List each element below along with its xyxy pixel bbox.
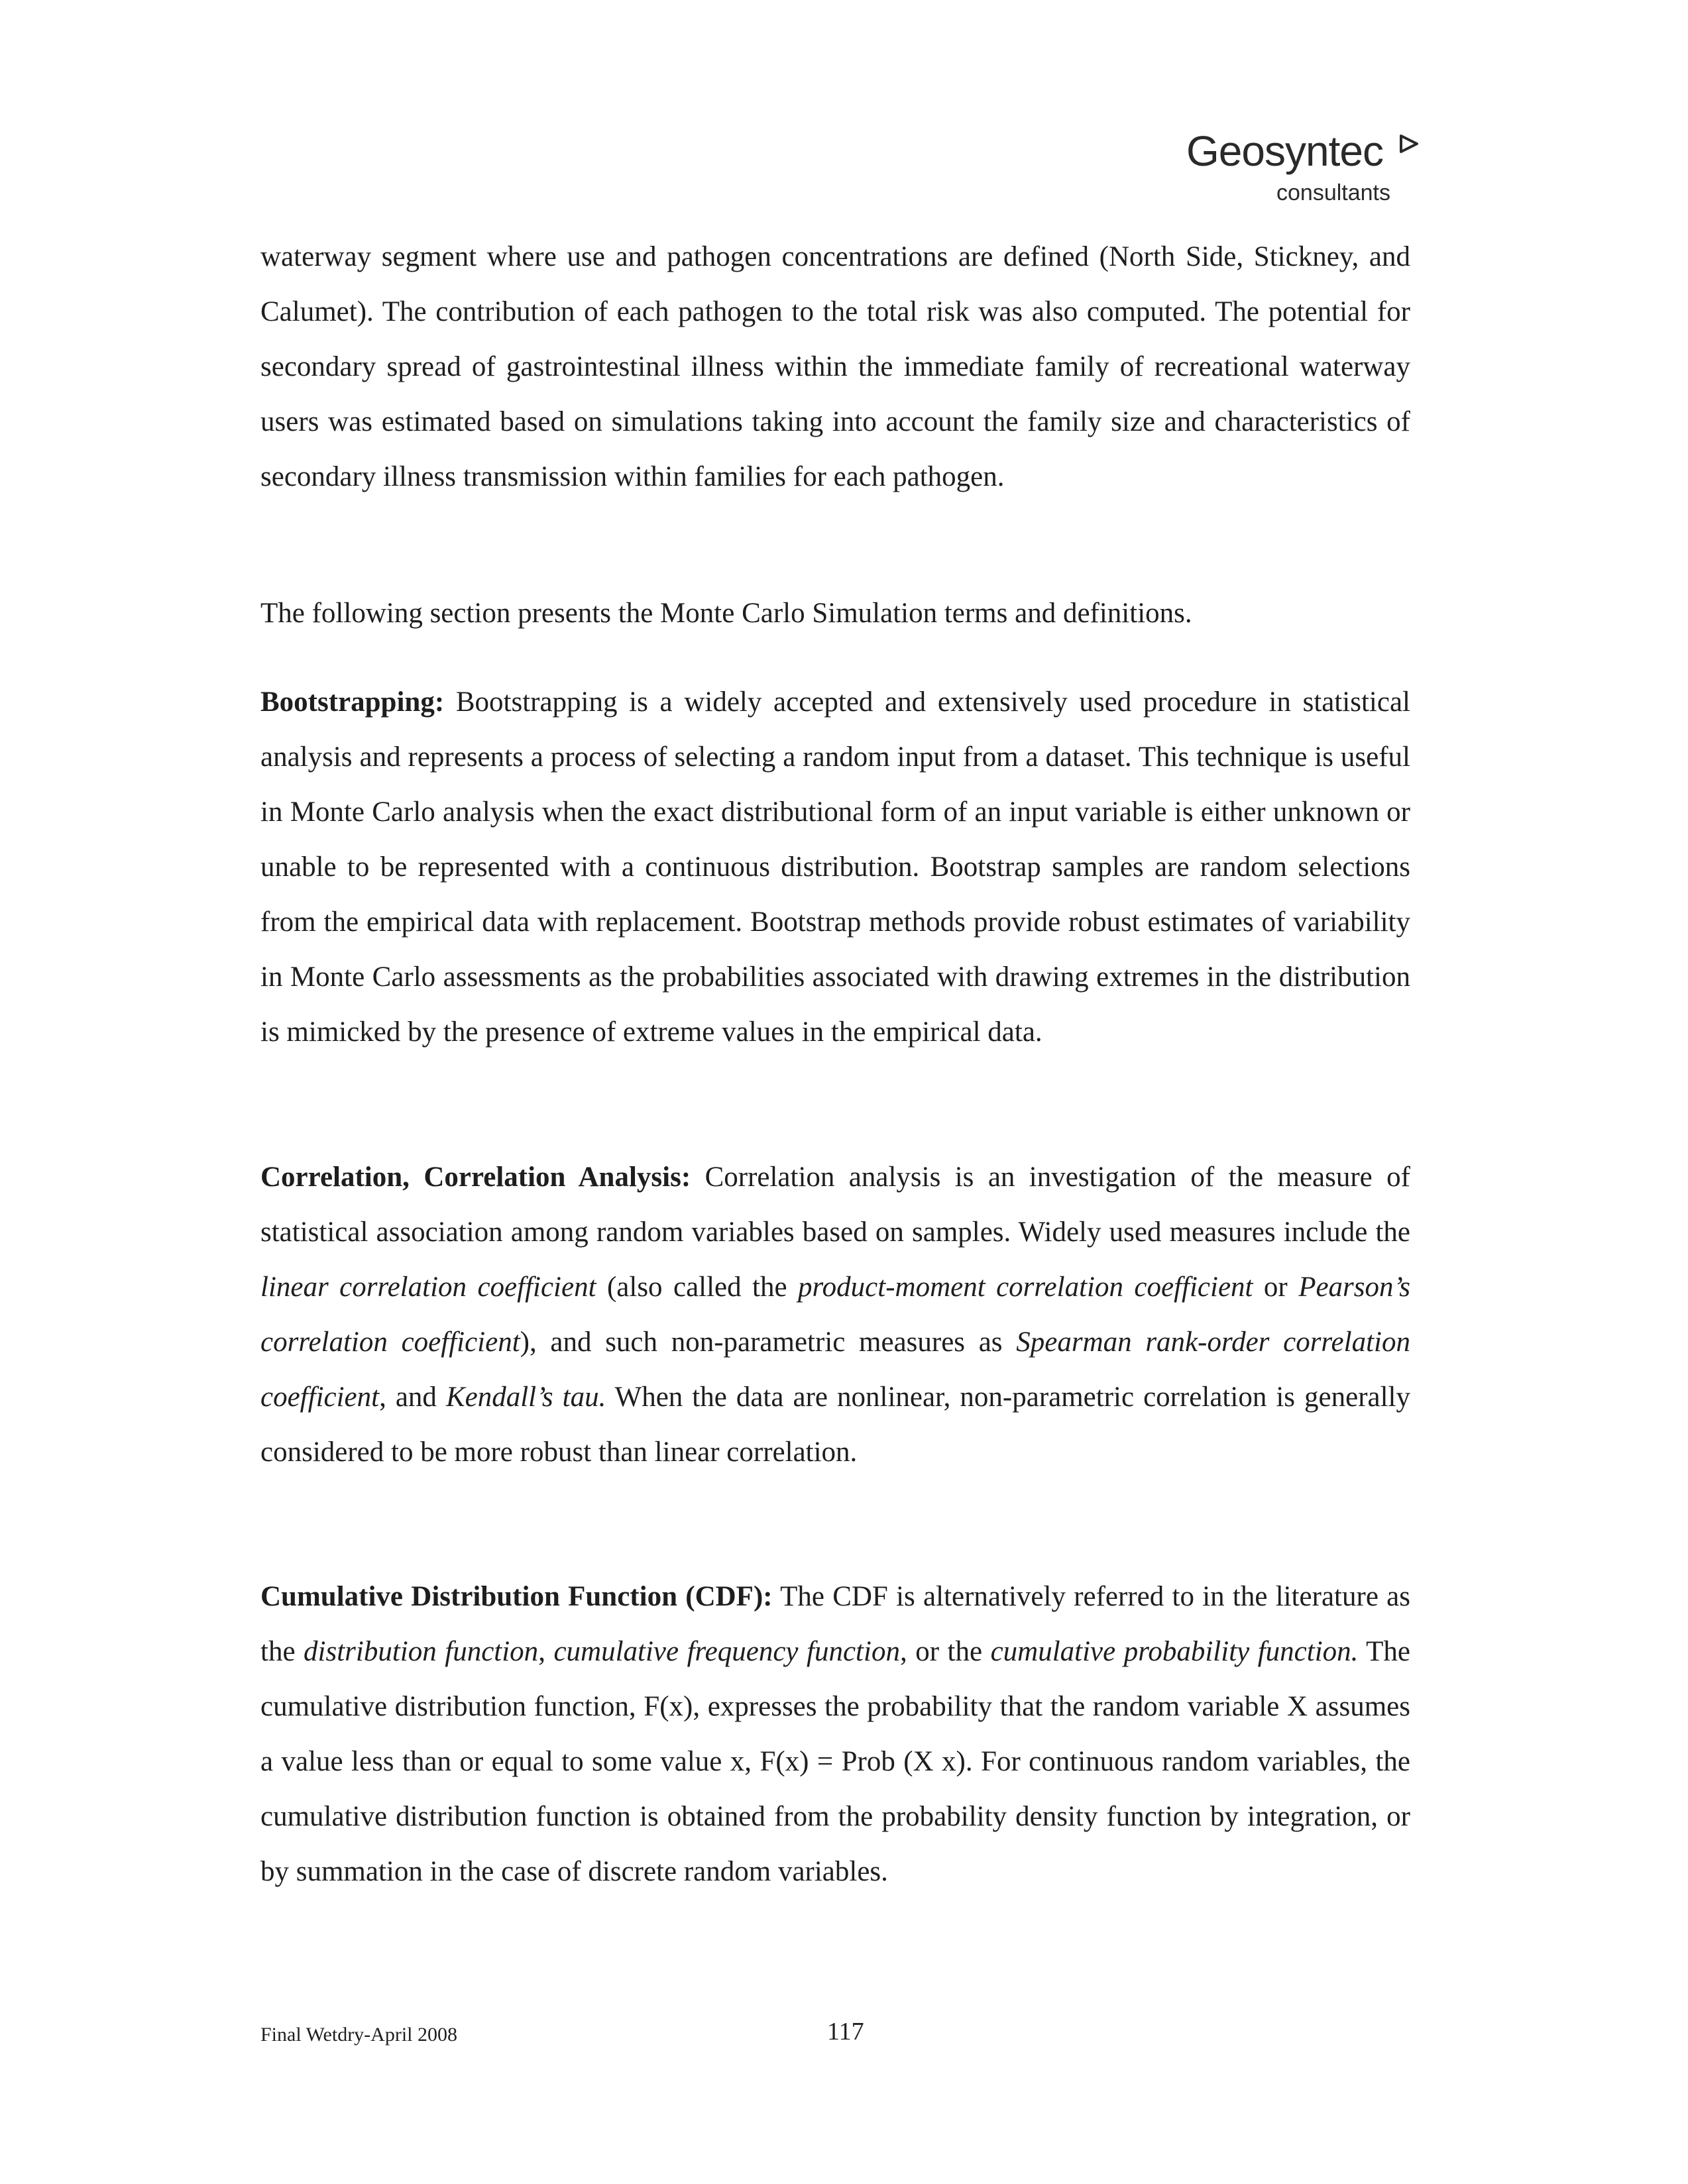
correlation-paragraph [260,1150,1410,1480]
cdf-text-2: , [538,1636,545,1667]
bootstrapping-text: Bootstrapping is a widely accepted and extensively used procedure in statistical analysis and represents a process of selecting a random input from a dataset. This technique is useful in Monte Carlo analysis when the exact distributional form of an input variable is either unknown or unable to be represented with a continuous distribution. Bootstrap samples are random selections from the empirical data with replacement. Bootstrap methods provide robust estimates of variability in Monte Carlo assessments as the probabilities associated with drawing extremes in the distribution is mimicked by the presence of extreme values in the empirical data. [260,686,1410,1048]
correlation-text-1: Correlation analysis is an investigation of the measure of statistical association among random variables based on samples. Widely used measures include the [260,1162,1410,1248]
cdf-italic-3: cumulative probability function. [990,1636,1359,1667]
correlation-text-5: , and [379,1382,437,1413]
correlation-term: Correlation, Correlation Analysis: [260,1162,691,1193]
correlation-italic-3: Pearson’s correlation coefficient [260,1272,1411,1358]
intro-text: waterway segment where use and pathogen concentrations are defined (North Side, Stickney, and Calumet). The contribution of each pathogen to the total risk was also computed. The potential for secondary spread of gastrointestinal illness within the immediate family of recreational waterway users was estimated based on simulations taking into account the family size and characteristics of secondary illness transmission within families for each pathogen. [260,241,1410,492]
page-number: 117 [827,2018,864,2046]
correlation-text-2: (also called the [606,1272,787,1303]
correlation-italic-2: product-moment correlation coefficient [798,1272,1253,1303]
company-logo [1186,127,1438,209]
section-intro-paragraph [260,586,1410,641]
cdf-text-1: The CDF is alternatively referred to in the literature as the [260,1581,1410,1667]
cdf-italic-2: cumulative frequency function [553,1636,900,1667]
intro-paragraph [260,229,1410,504]
bootstrapping-paragraph [260,675,1410,1060]
section-intro-text: The following section presents the Monte Carlo Simulation terms and definitions. [260,598,1192,629]
logo-arrow-icon [1398,134,1420,154]
correlation-italic-4: Spearman rank-order correlation coefficient [260,1327,1410,1413]
correlation-italic-1: linear correlation coefficient [260,1272,596,1303]
correlation-italic-5: Kendall’s tau. [445,1382,606,1413]
cdf-text-4: The cumulative distribution function, F(x), expresses the probability that the random variable X assumes a value less than or equal to some value x, F(x) = Prob (X x). For continuous random variables, the cumulative distribution function is obtained from the probability density function by integration, or by summation in the case of discrete random variables. [260,1636,1410,1887]
correlation-text-6: When the data are nonlinear, non-parametric correlation is generally considered to be more robust than linear correlation. [260,1382,1411,1468]
cdf-text-3: , or the [899,1636,983,1667]
bootstrapping-term: Bootstrapping: [260,686,445,718]
cdf-paragraph [260,1569,1410,1899]
logo-subtitle: consultants [1276,180,1390,205]
correlation-text-4: ), and such non-parametric measures as [520,1327,1003,1358]
cdf-italic-1: distribution function [304,1636,539,1667]
footer-document-label: Final Wetdry-April 2008 [260,2024,457,2046]
correlation-text-3: or [1263,1272,1288,1303]
logo-name: Geosyntec [1186,127,1383,175]
cdf-term: Cumulative Distribution Function (CDF): [260,1581,773,1612]
